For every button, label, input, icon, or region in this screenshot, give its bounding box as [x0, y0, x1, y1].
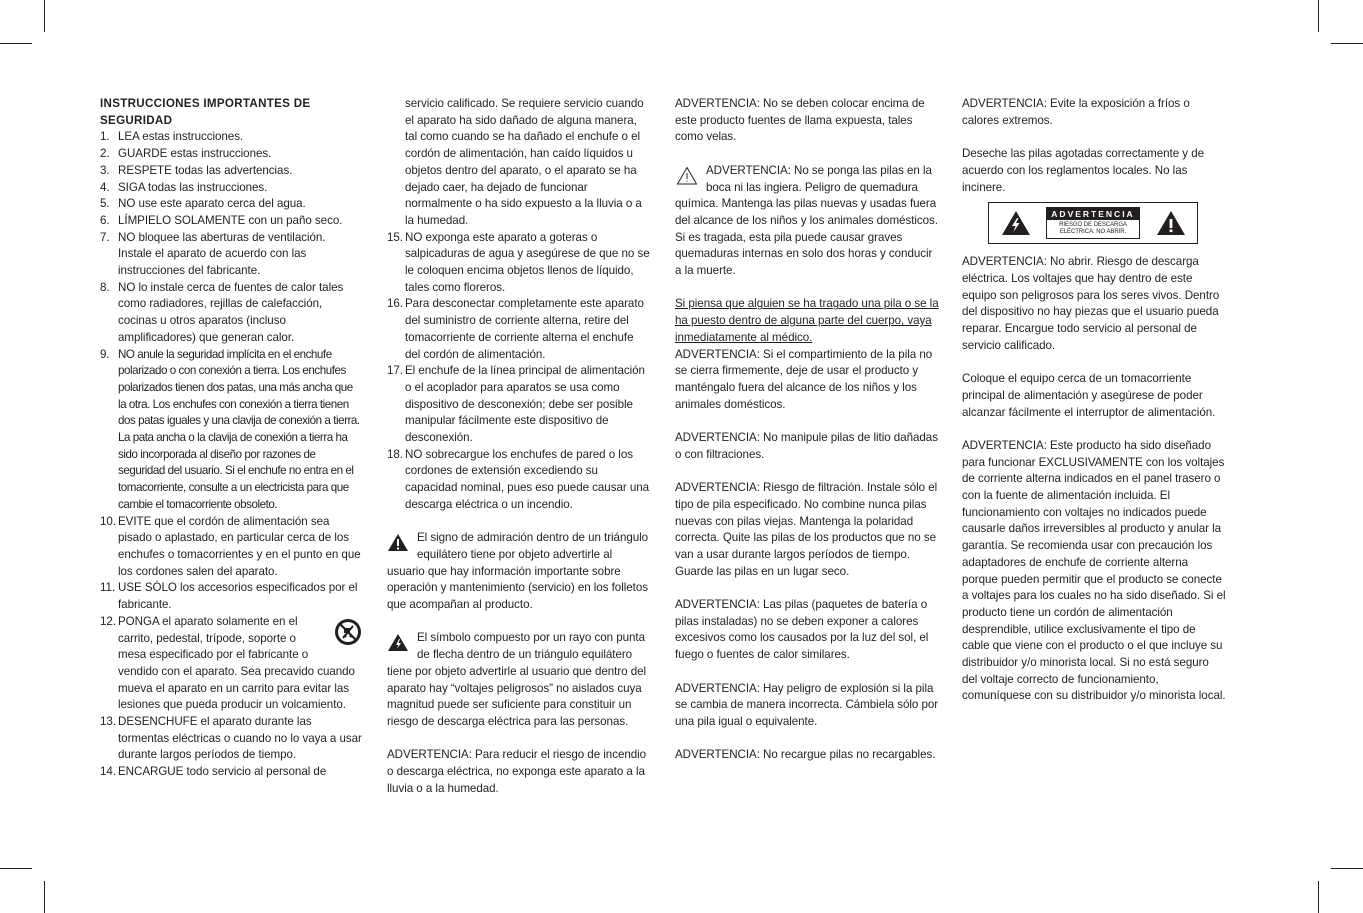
exclamation-triangle-icon [1156, 210, 1186, 242]
warning-flame: ADVERTENCIA: No se deben colocar encima de este producto fuentes de llama expuesta, tales como velas. [675, 97, 925, 144]
instruction-list [100, 129, 362, 780]
list-item: 17. El enchufe de la línea principal de alimentación o el acoplador para aparatos se usa como dispositivo de desconexión; debe ser posible manipular fácilmente este dispositivo de desconexión. [387, 364, 645, 445]
list-item: 16. Para desconectar completamente este aparato del suministro de corriente alterna, retire del tomacorriente de corriente alterna el enchufe del cordón de alimentación. [387, 297, 644, 361]
warning-ingest: ADVERTENCIA: No se ponga las pilas en la boca ni las ingiera. Peligro de quemadura química. Mantenga las pilas nuevas y usadas fuera del alcance de los niños y los animales domésticos. Si es tragada, esta pila puede causar graves quemaduras internas en solo dos horas y conducir a la muerte. [675, 163, 938, 278]
lightning-triangle-icon [1001, 210, 1031, 242]
exclamation-triangle-icon [387, 533, 409, 558]
column-3 [675, 96, 939, 781]
list-item: 4. SIGA todas las instrucciones. [100, 180, 268, 194]
list-item: 3. RESPETE todas las advertencias. [100, 163, 293, 177]
list-item: 11. USE SÓLO los accesorios especificados por el fabricante. [100, 581, 358, 612]
label-line: RIESGO DE DESCARGA [1059, 222, 1127, 229]
crop-mark [1331, 868, 1363, 869]
warning-lithium: ADVERTENCIA: No manipule pilas de litio dañadas o con filtraciones. [675, 431, 938, 461]
warning-explosion: ADVERTENCIA: Hay peligro de explosión si la pila se cambia de manera incorrecta. Cámbiela sólo por una pila igual o equivalente. [675, 681, 939, 728]
label-line: ELÉCTRICA. NO ABRIR. [1059, 229, 1127, 236]
column-1 [100, 96, 362, 781]
disposal-note: Deseche las pilas agotadas correctamente y de acuerdo con los reglamentos locales. No las incinere. [962, 147, 1205, 194]
list-item: 9. NO anule la seguridad implícita en el enchufe polarizado o con conexión a tierra. Los enchufes polarizados tienen dos patas, una más ancha que la otra. Los enchufes con conexión a tierra tienen dos patas iguales y una clavija de conexión a tierra. La pata ancha o la clavija de conexión a tierra ha sido incorporada al diseño por razones de seguridad del usuario. Si el enchufe no entra en el tomacorriente, consulte a un electricista para que cambie el tomacorriente obsoleto. [100, 347, 360, 511]
list-item: 12. PONGA el aparato solamente en el carrito, pedestal, trípode, soporte o mesa especificado por el fabricante o vendido con el aparato. Sea precavido cuando mueva el aparato en un carrito para evitar las lesiones que pueda producir un volcamiento. [100, 614, 362, 714]
crop-mark [44, 0, 45, 32]
column-4 [962, 96, 1226, 722]
lightning-triangle-icon [387, 633, 409, 658]
crop-mark [1318, 0, 1319, 32]
label-title: ADVERTENCIA [1047, 208, 1139, 220]
warning-open: ADVERTENCIA: No abrir. Riesgo de descarga eléctrica. Los voltajes que hay dentro de este equipo son peligrosos para los seres vivos. Dentro del dispositivo no hay piezas que el usuario pueda reparar. Encargue todo servicio al personal de servicio calificado. [962, 255, 1220, 352]
crop-mark [44, 881, 45, 913]
exclamation-note: El signo de admiración dentro de un triángulo equilátero tiene por objeto advertirle al usuario que hay información importante sobre operación y mantenimiento (servicio) en los folletos que acompañan al producto. [387, 531, 649, 612]
list-item: 6. LÍMPIELO SOLAMENTE con un paño seco. [100, 213, 343, 227]
instruction-list [387, 230, 651, 514]
placement-note: Coloque el equipo cerca de un tomacorriente principal de alimentación y asegúrese de poder alcanzar fácilmente el interruptor de alimentación. [962, 372, 1216, 419]
label-text-block [1046, 207, 1140, 239]
swallowed-notice: Si piensa que alguien se ha tragado una pila o se la ha puesto dentro de alguna parte del cuerpo, vaya inmediatamente al médico. [675, 297, 939, 344]
list-item: 15. NO exponga este aparato a goteras o salpicaduras de agua y asegúrese de que no se le coloquen encima objetos llenos de líquido, tales como floreros. [387, 230, 650, 294]
caution-triangle-icon [676, 166, 698, 191]
rain-warning: ADVERTENCIA: Para reducir el riesgo de incendio o descarga eléctrica, no exponga este aparato a la lluvia o a la humedad. [387, 748, 647, 795]
warning-heat: ADVERTENCIA: Las pilas (paquetes de batería o pilas instaladas) no se deben exponer a calores excesivos como los causados por la luz del sol, el fuego o fuentes de calor similares. [675, 598, 929, 662]
list-item: 2. GUARDE estas instrucciones. [100, 147, 272, 161]
section-heading: INSTRUCCIONES IMPORTANTES DE SEGURIDAD [100, 97, 311, 127]
cart-warning-icon [334, 618, 362, 652]
warning-recharge: ADVERTENCIA: No recargue pilas no recargables. [675, 748, 936, 762]
crop-mark [1318, 881, 1319, 913]
shock-warning-label [988, 202, 1198, 244]
list-item: 18. NO sobrecargue los enchufes de pared o los cordones de extensión excediendo su capacidad nominal, pues eso puede causar una descarga eléctrica o un incendio. [387, 447, 650, 511]
crop-mark [0, 868, 32, 869]
warning-leak: ADVERTENCIA: Riesgo de filtración. Instale sólo el tipo de pila especificado. No combine nunca pilas nuevas con pilas viejas. Mantenga la polaridad correcta. Quite las pilas de los productos que no se van a usar durante largos períodos de tiempo. Guarde las pilas en un lugar seco. [675, 481, 938, 578]
warning-voltage: ADVERTENCIA: Este producto ha sido diseñado para funcionar EXCLUSIVAMENTE con los voltajes de corriente alterna indicados en el panel trasero o con la fuente de alimentación incluida. El funcionamiento con voltajes no indicados puede causarle daños irreversibles al producto y anular la garantía. Se recomienda usar con precaución los adaptadores de enchufe de corriente alterna porque pueden permitir que el producto se conecte a voltajes para los cuales no ha sido diseñado. Si el producto tiene un cordón de alimentación desprendible, utilice exclusivamente el tipo de cable que viene con el producto o el que incluye su distribuidor y/o minorista local. Si no está seguro del voltaje correcto de funcionamiento, comuníquese con su distribuidor y/o minorista local. [962, 438, 1226, 703]
list-item: 8. NO lo instale cerca de fuentes de calor tales como radiadores, rejillas de calefacción, cocinas u otros aparatos (incluso amplificadores) que generan calor. [100, 280, 344, 344]
crop-mark [1331, 43, 1363, 44]
list-item: 5. NO use este aparato cerca del agua. [100, 197, 306, 211]
list-item: 14. ENCARGUE todo servicio al personal de [100, 765, 327, 779]
list-item-continuation: servicio calificado. Se requiere servicio cuando el aparato ha sido dañado de alguna manera, tal como cuando se ha dañado el enchufe o el cordón de alimentación, han caído líquidos u objetos dentro del aparato, o el aparato se ha dejado caer, ha dejado de funcionar normalmente o ha sido expuesto a la lluvia o a la humedad. [405, 97, 644, 227]
list-item: 10. EVITE que el cordón de alimentación sea pisado o aplastado, en particular cerca de los enchufes o tomacorrientes y en el punto en que los cordones salen del aparato. [100, 514, 361, 578]
column-2 [387, 96, 651, 814]
warning-temperature: ADVERTENCIA: Evite la exposición a fríos o calores extremos. [962, 97, 1190, 127]
list-item: 7. NO bloquee las aberturas de ventilación. Instale el aparato de acuerdo con las instrucciones del fabricante. [100, 230, 326, 278]
warning-compartment: ADVERTENCIA: Si el compartimiento de la pila no se cierra firmemente, deje de usar el producto y manténgalo fuera del alcance de los niños y los animales domésticos. [675, 347, 933, 411]
crop-mark [0, 43, 32, 44]
lightning-note: El símbolo compuesto por un rayo con punta de flecha dentro de un triángulo equilátero tiene por objeto advertirle al usuario que dentro del aparato hay “voltajes peligrosos” no aislados cuya magnitud puede ser suficiente para constituir un riesgo de descarga eléctrica para las personas. [387, 631, 647, 728]
list-item: 13. DESENCHUFE el aparato durante las tormentas eléctricas o cuando no lo vaya a usar durante largos períodos de tiempo. [100, 715, 362, 762]
list-item: 1. LEA estas instrucciones. [100, 130, 244, 144]
